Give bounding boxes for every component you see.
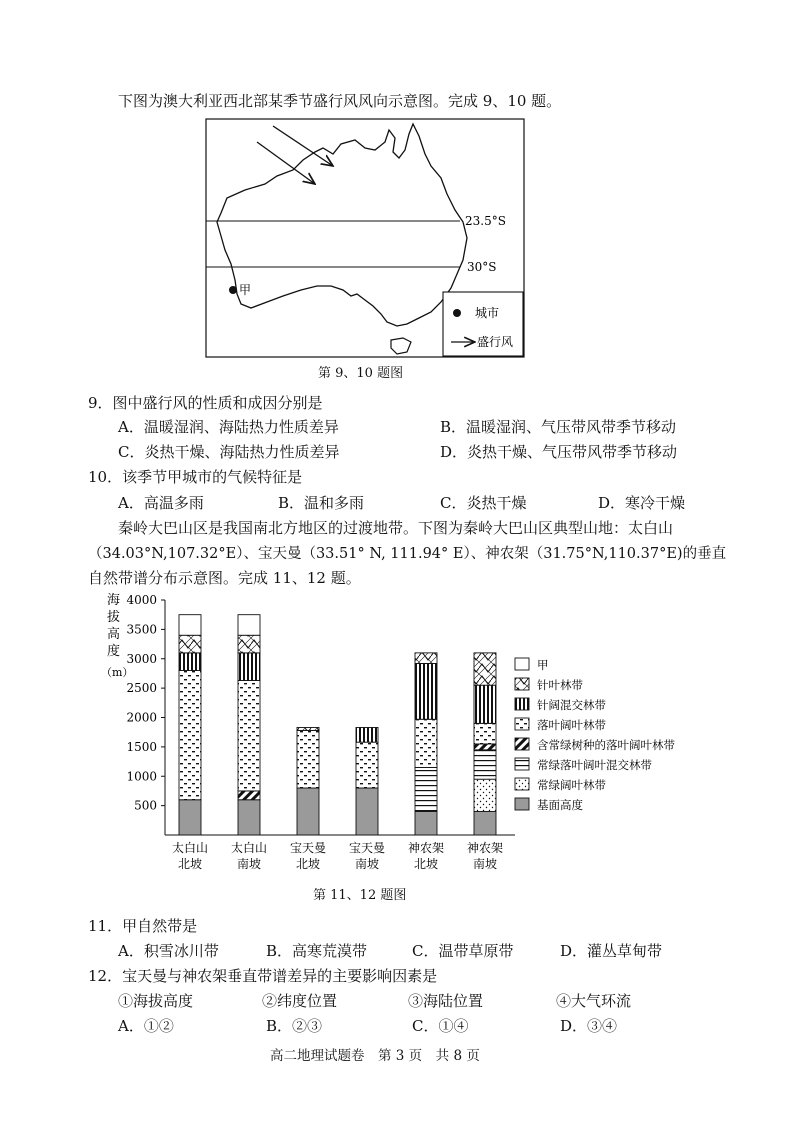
x-tick-label: 太白山 [230,841,268,855]
bar-segment [297,730,319,788]
lat-label-23-5: 23.5°S [465,214,506,228]
bar-segment [474,653,496,685]
legend-label: 针叶林带 [537,678,583,692]
y-axis-label-char: 度 [107,644,121,659]
bar-segment [415,719,437,767]
bar-segment [238,680,260,790]
bar-segment [297,788,319,835]
page-footer: 高二地理试题卷 第 3 页 共 8 页 [270,1048,480,1064]
q9-stem: 9．图中盛行风的性质和成因分别是 [88,394,323,412]
legend-swatch [515,778,529,790]
x-tick-label: 宝天曼 [348,841,386,855]
q10-option-c: C．炎热干燥 [440,494,527,512]
bar-segment [474,685,496,723]
chart-legend [515,658,675,812]
bar-segment [356,727,378,742]
x-tick-label: 太白山 [171,841,209,855]
map-caption: 第 9、10 题图 [318,366,404,381]
bar-segment [179,800,201,835]
lat-label-30: 30°S [467,260,497,274]
bar-segment [179,653,201,671]
y-axis-label-char: 高 [107,627,121,642]
q12-option-c: C．①④ [412,1017,469,1035]
vertical-zone-chart [95,590,715,880]
bar-segment [297,727,319,730]
city-jia-dot [229,286,237,294]
legend-label: 落叶阔叶林带 [537,718,606,732]
legend-label: 甲 [537,658,549,672]
y-tick-label: 2500 [126,681,157,696]
x-tick-label: 神农架 [466,841,504,855]
legend-swatch [515,718,529,730]
legend-label: 常绿阔叶林带 [537,778,606,792]
q11-option-b: B．高寒荒漠带 [266,942,368,960]
y-tick-label: 4000 [126,593,157,607]
bar-segment [415,663,437,719]
bar-segment [179,671,201,800]
bar-segment [415,812,437,836]
y-tick-label: 3500 [126,622,157,637]
bar-segment [238,791,260,800]
bar-segment [179,615,201,636]
x-axis-labels [172,840,503,871]
y-tick-label: 500 [134,798,157,813]
x-tick-label: 北坡 [295,857,321,871]
bar-segment [238,635,260,653]
legend-label: 针阔混交林带 [537,698,606,712]
intro-11-12-line3: 自然带谱分布示意图。完成 11、12 题。 [88,569,361,587]
q9-option-c: C．炎热干燥、海陆热力性质差异 [118,443,340,461]
bar-segment [474,779,496,811]
q11-option-c: C．温带草原带 [412,942,514,960]
bar-segment [356,742,378,788]
q11-option-a: A．积雪冰川带 [118,942,219,960]
legend-swatch [515,658,529,670]
legend-swatch [515,698,529,710]
city-jia-label: 甲 [239,283,252,297]
q10-option-d: D．寒冷干燥 [598,494,686,512]
legend-wind-label: 盛行风 [477,335,514,349]
x-tick-label: 北坡 [177,857,203,871]
bar-segment [474,723,496,744]
australia-wind-map [205,118,525,358]
intro-9-10: 下图为澳大利亚西北部某季节盛行风风向示意图。完成 9、10 题。 [118,92,562,110]
legend-label: 含常绿树种的落叶阔叶林带 [537,738,675,752]
bar-segment [415,653,437,664]
y-tick-label: 3000 [126,651,157,666]
q10-option-a: A．高温多雨 [118,494,204,512]
legend-city-icon [453,309,461,317]
x-tick-label: 宝天曼 [289,841,327,855]
q12-item-3: ③海陆位置 [408,992,484,1010]
legend-swatch [515,678,529,690]
q12-option-a: A．①② [118,1017,174,1035]
q9-option-b: B．温暖湿润、气压带风带季节移动 [440,418,677,436]
x-tick-label: 南坡 [354,857,380,871]
q10-stem: 10．该季节甲城市的气候特征是 [88,468,303,486]
intro-11-12-line2: （34.03°N,107.32°E）、宝天曼（33.51° N, 111.94° E）、神农架（31.75°N,110.37°E)的垂直 [88,546,727,562]
bar-segment [474,744,496,750]
bar-segment [179,635,201,653]
q9-option-a: A．温暖湿润、海陆热力性质差异 [118,418,339,436]
legend-swatch [515,798,529,810]
x-tick-label: 南坡 [472,857,498,871]
q10-option-b: B．温和多雨 [278,494,365,512]
y-tick-label: 1500 [126,739,157,754]
y-axis-unit: （m） [101,666,134,679]
q11-option-d: D．灌丛草甸带 [560,942,663,960]
legend-label: 常绿落叶阔叶混交林带 [537,758,652,772]
legend-swatch [515,758,529,770]
legend-label: 基面高度 [537,798,583,812]
bar-segment [415,767,437,811]
bar-segment [238,653,260,681]
y-tick-label: 1000 [126,769,157,784]
y-tick-label: 2000 [126,710,157,725]
bar-segment [474,812,496,836]
q12-stem: 12．宝天曼与神农架垂直带谱差异的主要影响因素是 [88,967,438,985]
q12-option-b: B．②③ [266,1017,323,1035]
y-axis-label-char: 拔 [107,610,121,625]
q12-item-1: ①海拔高度 [118,992,194,1010]
y-axis-label-char: 海 [107,593,121,608]
bar-segment [474,750,496,779]
legend-city-label: 城市 [475,306,500,320]
chart-caption: 第 11、12 题图 [313,888,407,903]
x-tick-label: 北坡 [413,857,439,871]
bar-segment [356,788,378,835]
q12-option-d: D．③④ [560,1017,618,1035]
legend-swatch [515,738,529,750]
bar-segment [238,615,260,636]
x-tick-label: 神农架 [407,841,445,855]
q11-stem: 11．甲自然带是 [88,917,198,935]
q12-item-4: ④大气环流 [556,992,632,1010]
q12-item-2: ②纬度位置 [262,992,338,1010]
q9-option-d: D．炎热干燥、气压带风带季节移动 [440,443,678,461]
x-tick-label: 南坡 [236,857,262,871]
intro-11-12-line1: 秦岭大巴山区是我国南北方地区的过渡地带。下图为秦岭大巴山区典型山地：太白山 [118,519,674,537]
bar-segment [238,800,260,835]
chart-bars [179,615,496,835]
